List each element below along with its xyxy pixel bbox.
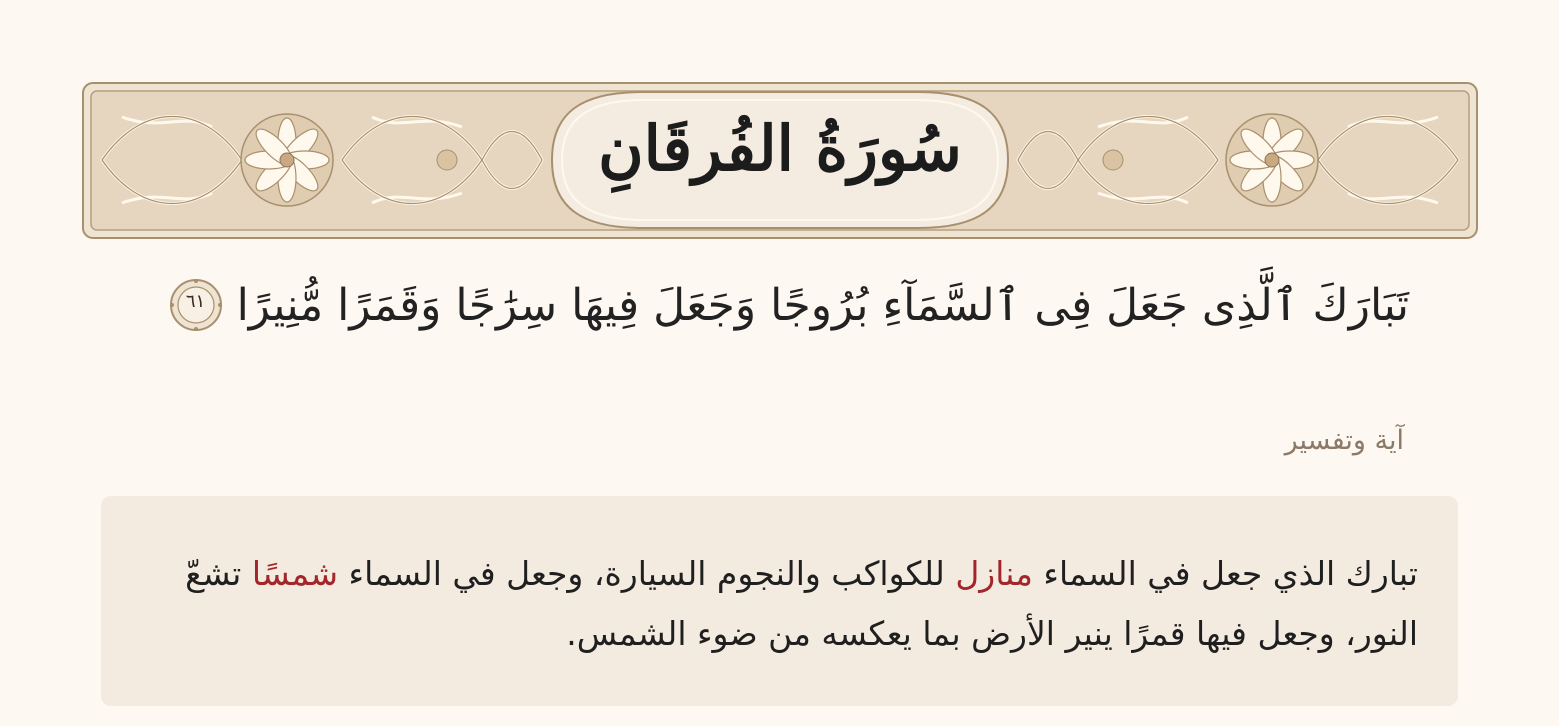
surah-title: سُورَةُ الفُرقَانِ [598, 112, 962, 185]
highlighted-word[interactable]: شمسًا [251, 554, 339, 593]
surah-header-banner [82, 82, 1478, 239]
tafsir-text-part: تشعّ النور، وجعل فيها قمرًا ينير الأرض بما يعكسه من ضوء الشمس. [185, 554, 1418, 653]
ayah-end-marker [169, 278, 223, 332]
tafsir-text-part: تبارك الذي جعل في السماء [1032, 554, 1418, 593]
ayah-number: ٦١ [185, 291, 206, 312]
tafsir-text-part: للكواكب والنجوم السيارة، وجعل في السماء [338, 554, 956, 593]
highlighted-word[interactable]: منازل [955, 554, 1033, 593]
ayah-line[interactable] [160, 278, 1409, 332]
tafsir-text [181, 544, 1418, 664]
section-label: آية وتفسير [1284, 425, 1404, 456]
ayah-text: تَبَارَكَ ٱلَّذِى جَعَلَ فِى ٱلسَّمَآءِ بُرُوجًا وَجَعَلَ فِيهَا سِرَٰجًا وَقَمَرًا مُّنِيرًا [236, 279, 1409, 331]
tafsir-card [101, 496, 1458, 706]
